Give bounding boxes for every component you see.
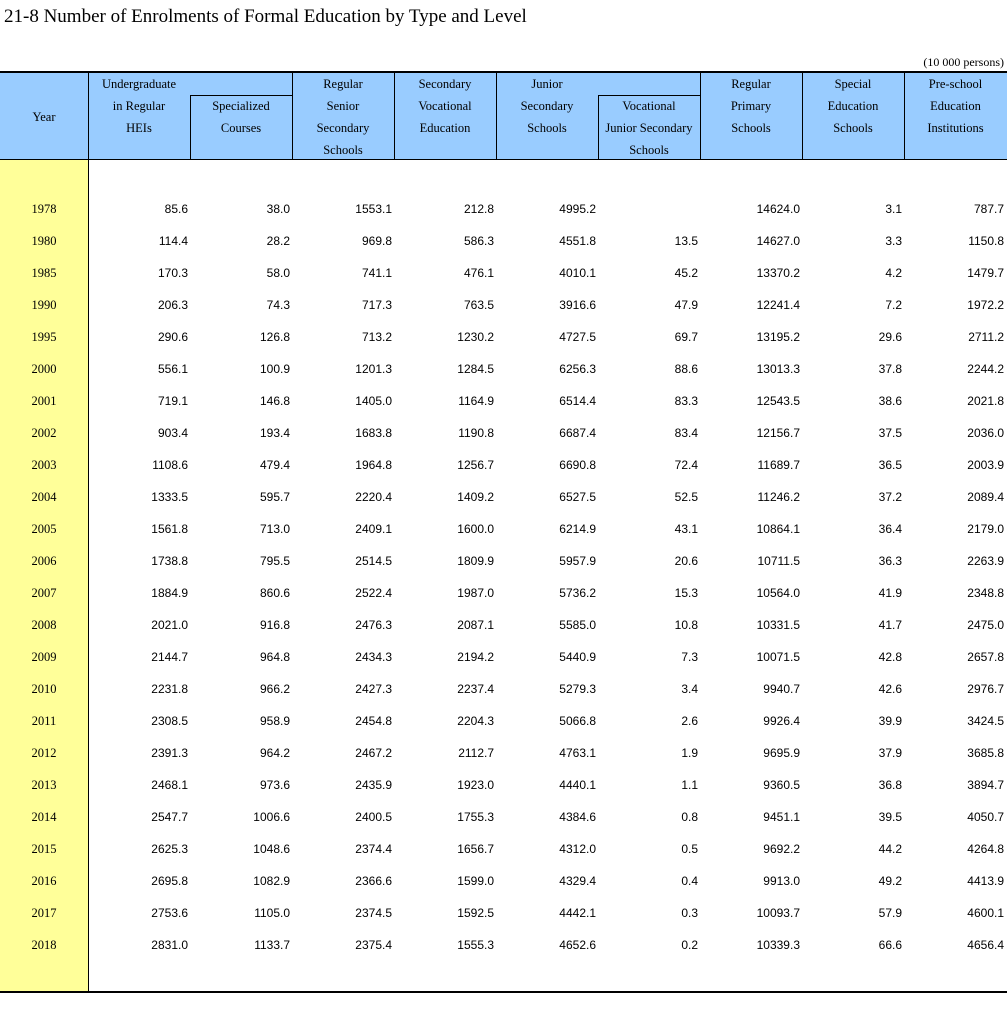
- table-cell: 20.6: [674, 554, 698, 568]
- header-preschool-line3: Institutions: [927, 121, 984, 135]
- row-year: 2013: [31, 778, 57, 792]
- header-regular-senior-line1: Regular: [323, 77, 363, 91]
- header-preschool-line1: Pre-school: [928, 77, 983, 91]
- table-cell: 37.9: [878, 746, 902, 760]
- table-cell: 969.8: [361, 234, 392, 248]
- table-cell: 916.8: [259, 618, 290, 632]
- table-cell: 2021.0: [151, 618, 188, 632]
- table-cell: 11689.7: [757, 458, 800, 472]
- table-cell: 10564.0: [756, 586, 800, 600]
- table-cell: 0.4: [681, 874, 698, 888]
- header-junior-line1: Junior: [531, 77, 563, 91]
- unit-label: (10 000 persons): [923, 55, 1004, 69]
- header-specialized-line1: Specialized: [212, 99, 270, 113]
- table-cell: 966.2: [259, 682, 290, 696]
- table-cell: 719.1: [157, 394, 188, 408]
- table-cell: 146.8: [259, 394, 290, 408]
- table-cell: 1164.9: [458, 394, 494, 408]
- table-cell: 58.0: [266, 266, 290, 280]
- table-cell: 2003.9: [967, 458, 1004, 472]
- row-year: 2003: [31, 458, 57, 472]
- table-cell: 7.3: [681, 650, 698, 664]
- table-cell: 973.6: [259, 778, 290, 792]
- table-cell: 903.4: [157, 426, 188, 440]
- table-cell: 2409.1: [355, 522, 392, 536]
- table-cell: 2374.4: [355, 842, 392, 856]
- row-year: 2001: [31, 394, 57, 408]
- row-year: 1990: [31, 298, 57, 312]
- table-cell: 1553.1: [355, 202, 392, 216]
- table-cell: 1600.0: [457, 522, 494, 536]
- table-cell: 2237.4: [457, 682, 494, 696]
- table-cell: 1555.3: [457, 938, 494, 952]
- table-cell: 1409.2: [457, 490, 494, 504]
- row-year: 2005: [31, 522, 57, 536]
- table-cell: 88.6: [674, 362, 698, 376]
- table-cell: 1405.0: [355, 394, 392, 408]
- header-special-line1: Special: [834, 77, 872, 91]
- table-cell: 2194.2: [457, 650, 494, 664]
- table-cell: 3.1: [885, 202, 902, 216]
- table-cell: 3894.7: [967, 778, 1004, 792]
- table-cell: 4329.4: [559, 874, 596, 888]
- table-cell: 2475.0: [967, 618, 1004, 632]
- table-cell: 290.6: [157, 330, 188, 344]
- table-cell: 2625.3: [151, 842, 188, 856]
- table-cell: 74.3: [266, 298, 290, 312]
- table-cell: 6514.4: [559, 394, 596, 408]
- header-junior-line2: Secondary: [520, 99, 574, 113]
- table-cell: 1561.8: [151, 522, 188, 536]
- table-cell: 10864.1: [756, 522, 800, 536]
- header-secondary-vocational-line1: Secondary: [418, 77, 472, 91]
- table-cell: 1.1: [681, 778, 698, 792]
- table-cell: 212.8: [463, 202, 494, 216]
- table-cell: 476.1: [463, 266, 494, 280]
- row-year: 1978: [31, 202, 57, 216]
- table-cell: 45.2: [674, 266, 698, 280]
- table-cell: 206.3: [157, 298, 188, 312]
- table-cell: 1108.6: [152, 458, 188, 472]
- table-cell: 713.2: [361, 330, 392, 344]
- table-cell: 595.7: [259, 490, 290, 504]
- header-vocational-junior-line2: Junior Secondary: [605, 121, 693, 135]
- table-cell: 2220.4: [355, 490, 392, 504]
- row-year: 2012: [31, 746, 57, 760]
- table-cell: 4384.6: [559, 810, 596, 824]
- table-cell: 83.3: [674, 394, 698, 408]
- table-cell: 4312.0: [559, 842, 596, 856]
- table-cell: 958.9: [259, 714, 290, 728]
- table-cell: 2263.9: [967, 554, 1004, 568]
- table-cell: 2391.3: [151, 746, 188, 760]
- header-specialized-line2: Courses: [220, 121, 262, 135]
- table-cell: 5585.0: [559, 618, 596, 632]
- table-cell: 795.5: [259, 554, 290, 568]
- header-regular-senior-line2: Senior: [326, 99, 360, 113]
- table-cell: 5279.3: [559, 682, 596, 696]
- row-year: 2017: [31, 906, 57, 920]
- table-cell: 1479.7: [967, 266, 1004, 280]
- table-cell: 2366.6: [355, 874, 392, 888]
- header-secondary-vocational-line3: Education: [419, 121, 471, 135]
- table-cell: 2374.5: [355, 906, 392, 920]
- table-cell: 2400.5: [355, 810, 392, 824]
- table-cell: 69.7: [674, 330, 698, 344]
- header-undergrad-line2: in Regular: [112, 99, 166, 113]
- table-cell: 556.1: [157, 362, 188, 376]
- table-cell: 1201.3: [355, 362, 392, 376]
- row-year: 2006: [31, 554, 57, 568]
- row-year: 2007: [31, 586, 57, 600]
- row-year: 1985: [31, 266, 57, 280]
- table-cell: 2244.2: [967, 362, 1004, 376]
- table-cell: 1755.3: [457, 810, 494, 824]
- table-cell: 15.3: [674, 586, 698, 600]
- table-cell: 2144.7: [151, 650, 188, 664]
- row-year: 2016: [31, 874, 57, 888]
- table-cell: 9926.4: [763, 714, 800, 728]
- row-year: 2009: [31, 650, 57, 664]
- table-cell: 41.9: [878, 586, 902, 600]
- table-cell: 13.5: [674, 234, 698, 248]
- table-cell: 1809.9: [457, 554, 494, 568]
- table-cell: 2231.8: [151, 682, 188, 696]
- table-cell: 1683.8: [355, 426, 392, 440]
- table-cell: 4442.1: [559, 906, 596, 920]
- table-cell: 10093.7: [756, 906, 800, 920]
- table-cell: 6527.5: [559, 490, 596, 504]
- table-cell: 9940.7: [763, 682, 800, 696]
- table-cell: 6690.8: [559, 458, 596, 472]
- table-cell: 7.2: [885, 298, 902, 312]
- table-cell: 3685.8: [967, 746, 1004, 760]
- table-cell: 126.8: [259, 330, 290, 344]
- header-special-line3: Schools: [833, 121, 873, 135]
- table-cell: 13195.2: [756, 330, 800, 344]
- table-cell: 9692.2: [763, 842, 800, 856]
- table-cell: 1190.8: [458, 426, 494, 440]
- table-cell: 57.9: [878, 906, 902, 920]
- table-cell: 964.8: [259, 650, 290, 664]
- table-cell: 36.3: [878, 554, 902, 568]
- header-special-line2: Education: [827, 99, 879, 113]
- table-cell: 713.0: [259, 522, 290, 536]
- header-regular-primary-line3: Schools: [731, 121, 771, 135]
- table-cell: 0.3: [681, 906, 698, 920]
- table-cell: 9913.0: [763, 874, 800, 888]
- table-cell: 763.5: [463, 298, 494, 312]
- row-year: 2018: [31, 938, 57, 952]
- table-cell: 2375.4: [355, 938, 392, 952]
- table-cell: 5066.8: [559, 714, 596, 728]
- table-cell: 4652.6: [559, 938, 596, 952]
- table-cell: 2435.9: [355, 778, 392, 792]
- table-cell: 114.4: [158, 234, 188, 248]
- table-cell: 10711.5: [757, 554, 800, 568]
- page-title: 21-8 Number of Enrolments of Formal Education by Type and Level: [4, 6, 527, 27]
- header-regular-primary-line2: Primary: [730, 99, 772, 113]
- table-cell: 13013.3: [756, 362, 800, 376]
- table-cell: 5440.9: [559, 650, 596, 664]
- table-cell: 3916.6: [559, 298, 596, 312]
- table-cell: 28.2: [266, 234, 290, 248]
- row-year: 2014: [31, 810, 57, 824]
- table-cell: 37.8: [878, 362, 902, 376]
- table-cell: 13370.2: [756, 266, 800, 280]
- header-regular-primary-line1: Regular: [731, 77, 771, 91]
- row-year: 2008: [31, 618, 57, 632]
- header-bottom-rule: [0, 159, 1007, 160]
- table-cell: 2434.3: [355, 650, 392, 664]
- table-cell: 38.6: [878, 394, 902, 408]
- table-cell: 3.3: [885, 234, 902, 248]
- table-cell: 1230.2: [457, 330, 494, 344]
- header-undergrad-line3: HEIs: [126, 121, 152, 135]
- table-cell: 4656.4: [967, 938, 1004, 952]
- table-cell: 4600.1: [967, 906, 1004, 920]
- row-year: 2000: [31, 362, 57, 376]
- row-year: 1995: [31, 330, 57, 344]
- table-cell: 1333.5: [151, 490, 188, 504]
- table-cell: 12156.7: [756, 426, 800, 440]
- table-cell: 4727.5: [559, 330, 596, 344]
- table-cell: 9360.5: [763, 778, 800, 792]
- year-column-background: [0, 160, 88, 991]
- row-year: 2011: [31, 714, 57, 728]
- table-cell: 47.9: [674, 298, 698, 312]
- row-year: 2004: [31, 490, 57, 504]
- table-cell: 5957.9: [559, 554, 596, 568]
- table-cell: 4050.7: [967, 810, 1004, 824]
- table-cell: 52.5: [674, 490, 698, 504]
- table-cell: 4995.2: [559, 202, 596, 216]
- table-cell: 12543.5: [756, 394, 800, 408]
- table-cell: 2753.6: [151, 906, 188, 920]
- table-cell: 1105.0: [254, 906, 290, 920]
- table-cell: 11246.2: [757, 490, 800, 504]
- table-cell: 586.3: [463, 234, 494, 248]
- table-cell: 38.0: [266, 202, 290, 216]
- table-cell: 72.4: [674, 458, 698, 472]
- table-cell: 2976.7: [967, 682, 1004, 696]
- table-cell: 6687.4: [559, 426, 596, 440]
- table-cell: 2831.0: [151, 938, 188, 952]
- table-bottom-rule: [0, 991, 1007, 993]
- table-cell: 1656.7: [457, 842, 494, 856]
- table-cell: 2348.8: [967, 586, 1004, 600]
- table-cell: 2036.0: [967, 426, 1004, 440]
- table-cell: 2468.1: [151, 778, 188, 792]
- table-cell: 12241.4: [756, 298, 800, 312]
- table-cell: 9695.9: [763, 746, 800, 760]
- row-year: 2010: [31, 682, 57, 696]
- table-cell: 0.8: [681, 810, 698, 824]
- header-vocational-junior-line1: Vocational: [622, 99, 676, 113]
- table-cell: 2021.8: [967, 394, 1004, 408]
- table-cell: 83.4: [674, 426, 698, 440]
- row-year: 2015: [31, 842, 57, 856]
- header-regular-senior-line3: Secondary: [316, 121, 370, 135]
- table-cell: 1964.8: [355, 458, 392, 472]
- table-cell: 66.6: [878, 938, 902, 952]
- table-cell: 36.5: [878, 458, 902, 472]
- table-cell: 10071.5: [756, 650, 800, 664]
- table-cell: 4763.1: [559, 746, 596, 760]
- table-cell: 42.8: [878, 650, 902, 664]
- table-cell: 39.5: [878, 810, 902, 824]
- table-cell: 36.4: [878, 522, 902, 536]
- table-cell: 479.4: [259, 458, 290, 472]
- table-cell: 9451.1: [763, 810, 800, 824]
- table-cell: 39.9: [878, 714, 902, 728]
- header-year: Year: [32, 110, 56, 124]
- table-cell: 49.2: [878, 874, 902, 888]
- table-cell: 0.2: [681, 938, 698, 952]
- table-cell: 2204.3: [457, 714, 494, 728]
- table-cell: 14627.0: [756, 234, 800, 248]
- table-cell: 41.7: [878, 618, 902, 632]
- table-cell: 3424.5: [967, 714, 1004, 728]
- table-cell: 4010.1: [559, 266, 596, 280]
- table-cell: 10339.3: [756, 938, 800, 952]
- header-junior-line3: Schools: [527, 121, 567, 135]
- table-cell: 4413.9: [967, 874, 1004, 888]
- table-cell: 1738.8: [151, 554, 188, 568]
- year-column-divider: [88, 73, 89, 991]
- table-cell: 1133.7: [254, 938, 290, 952]
- table-cell: 2514.5: [355, 554, 392, 568]
- table-cell: 10331.5: [756, 618, 800, 632]
- table-cell: 44.2: [878, 842, 902, 856]
- table-cell: 2657.8: [967, 650, 1004, 664]
- table-cell: 2.6: [681, 714, 698, 728]
- table-cell: 787.7: [973, 202, 1004, 216]
- table-cell: 2522.4: [355, 586, 392, 600]
- table-cell: 1256.7: [457, 458, 494, 472]
- table-cell: 2476.3: [355, 618, 392, 632]
- table-cell: 4264.8: [967, 842, 1004, 856]
- row-year: 2002: [31, 426, 57, 440]
- table-cell: 6214.9: [559, 522, 596, 536]
- table-cell: 1972.2: [967, 298, 1004, 312]
- table-cell: 2427.3: [355, 682, 392, 696]
- table-cell: 4440.1: [559, 778, 596, 792]
- table-cell: 2454.8: [355, 714, 392, 728]
- table-cell: 193.4: [259, 426, 290, 440]
- table-cell: 37.5: [878, 426, 902, 440]
- table-cell: 1599.0: [457, 874, 494, 888]
- header-preschool-line2: Education: [930, 99, 981, 113]
- header-regular-senior-line4: Schools: [323, 143, 363, 157]
- table-cell: 4551.8: [559, 234, 596, 248]
- table-cell: 1884.9: [151, 586, 188, 600]
- header-secondary-vocational-line2: Vocational: [418, 99, 472, 113]
- table-cell: 2179.0: [967, 522, 1004, 536]
- table-cell: 5736.2: [559, 586, 596, 600]
- table-cell: 1150.8: [968, 234, 1004, 248]
- table-cell: 0.5: [681, 842, 698, 856]
- table-cell: 2087.1: [457, 618, 494, 632]
- table-cell: 1048.6: [253, 842, 290, 856]
- table-cell: 741.1: [361, 266, 392, 280]
- table-cell: 717.3: [361, 298, 392, 312]
- table-cell: 170.3: [157, 266, 188, 280]
- header-vocational-junior-line3: Schools: [629, 143, 669, 157]
- table-cell: 43.1: [674, 522, 698, 536]
- table-cell: 1082.9: [253, 874, 290, 888]
- table-cell: 2695.8: [151, 874, 188, 888]
- table-cell: 37.2: [878, 490, 902, 504]
- table-cell: 10.8: [674, 618, 698, 632]
- table-cell: 1592.5: [457, 906, 494, 920]
- table-cell: 14624.0: [756, 202, 800, 216]
- table-cell: 1006.6: [253, 810, 290, 824]
- table-cell: 2711.2: [968, 330, 1004, 344]
- table-cell: 100.9: [259, 362, 290, 376]
- table-cell: 4.2: [885, 266, 902, 280]
- table-cell: 2089.4: [967, 490, 1004, 504]
- table-cell: 85.6: [164, 202, 188, 216]
- table-cell: 2547.7: [151, 810, 188, 824]
- table-cell: 964.2: [259, 746, 290, 760]
- table-cell: 3.4: [681, 682, 698, 696]
- table-cell: 1284.5: [457, 362, 494, 376]
- table-cell: 2467.2: [355, 746, 392, 760]
- table-cell: 1.9: [681, 746, 698, 760]
- table-cell: 2112.7: [458, 746, 494, 760]
- table-cell: 6256.3: [559, 362, 596, 376]
- row-year: 1980: [31, 234, 57, 248]
- table-cell: 29.6: [878, 330, 902, 344]
- table-cell: 1987.0: [457, 586, 494, 600]
- table-cell: 2308.5: [151, 714, 188, 728]
- table-cell: 860.6: [259, 586, 290, 600]
- header-undergrad-line1: Undergraduate: [101, 77, 177, 91]
- table-cell: 36.8: [878, 778, 902, 792]
- table-cell: 42.6: [878, 682, 902, 696]
- table-cell: 1923.0: [457, 778, 494, 792]
